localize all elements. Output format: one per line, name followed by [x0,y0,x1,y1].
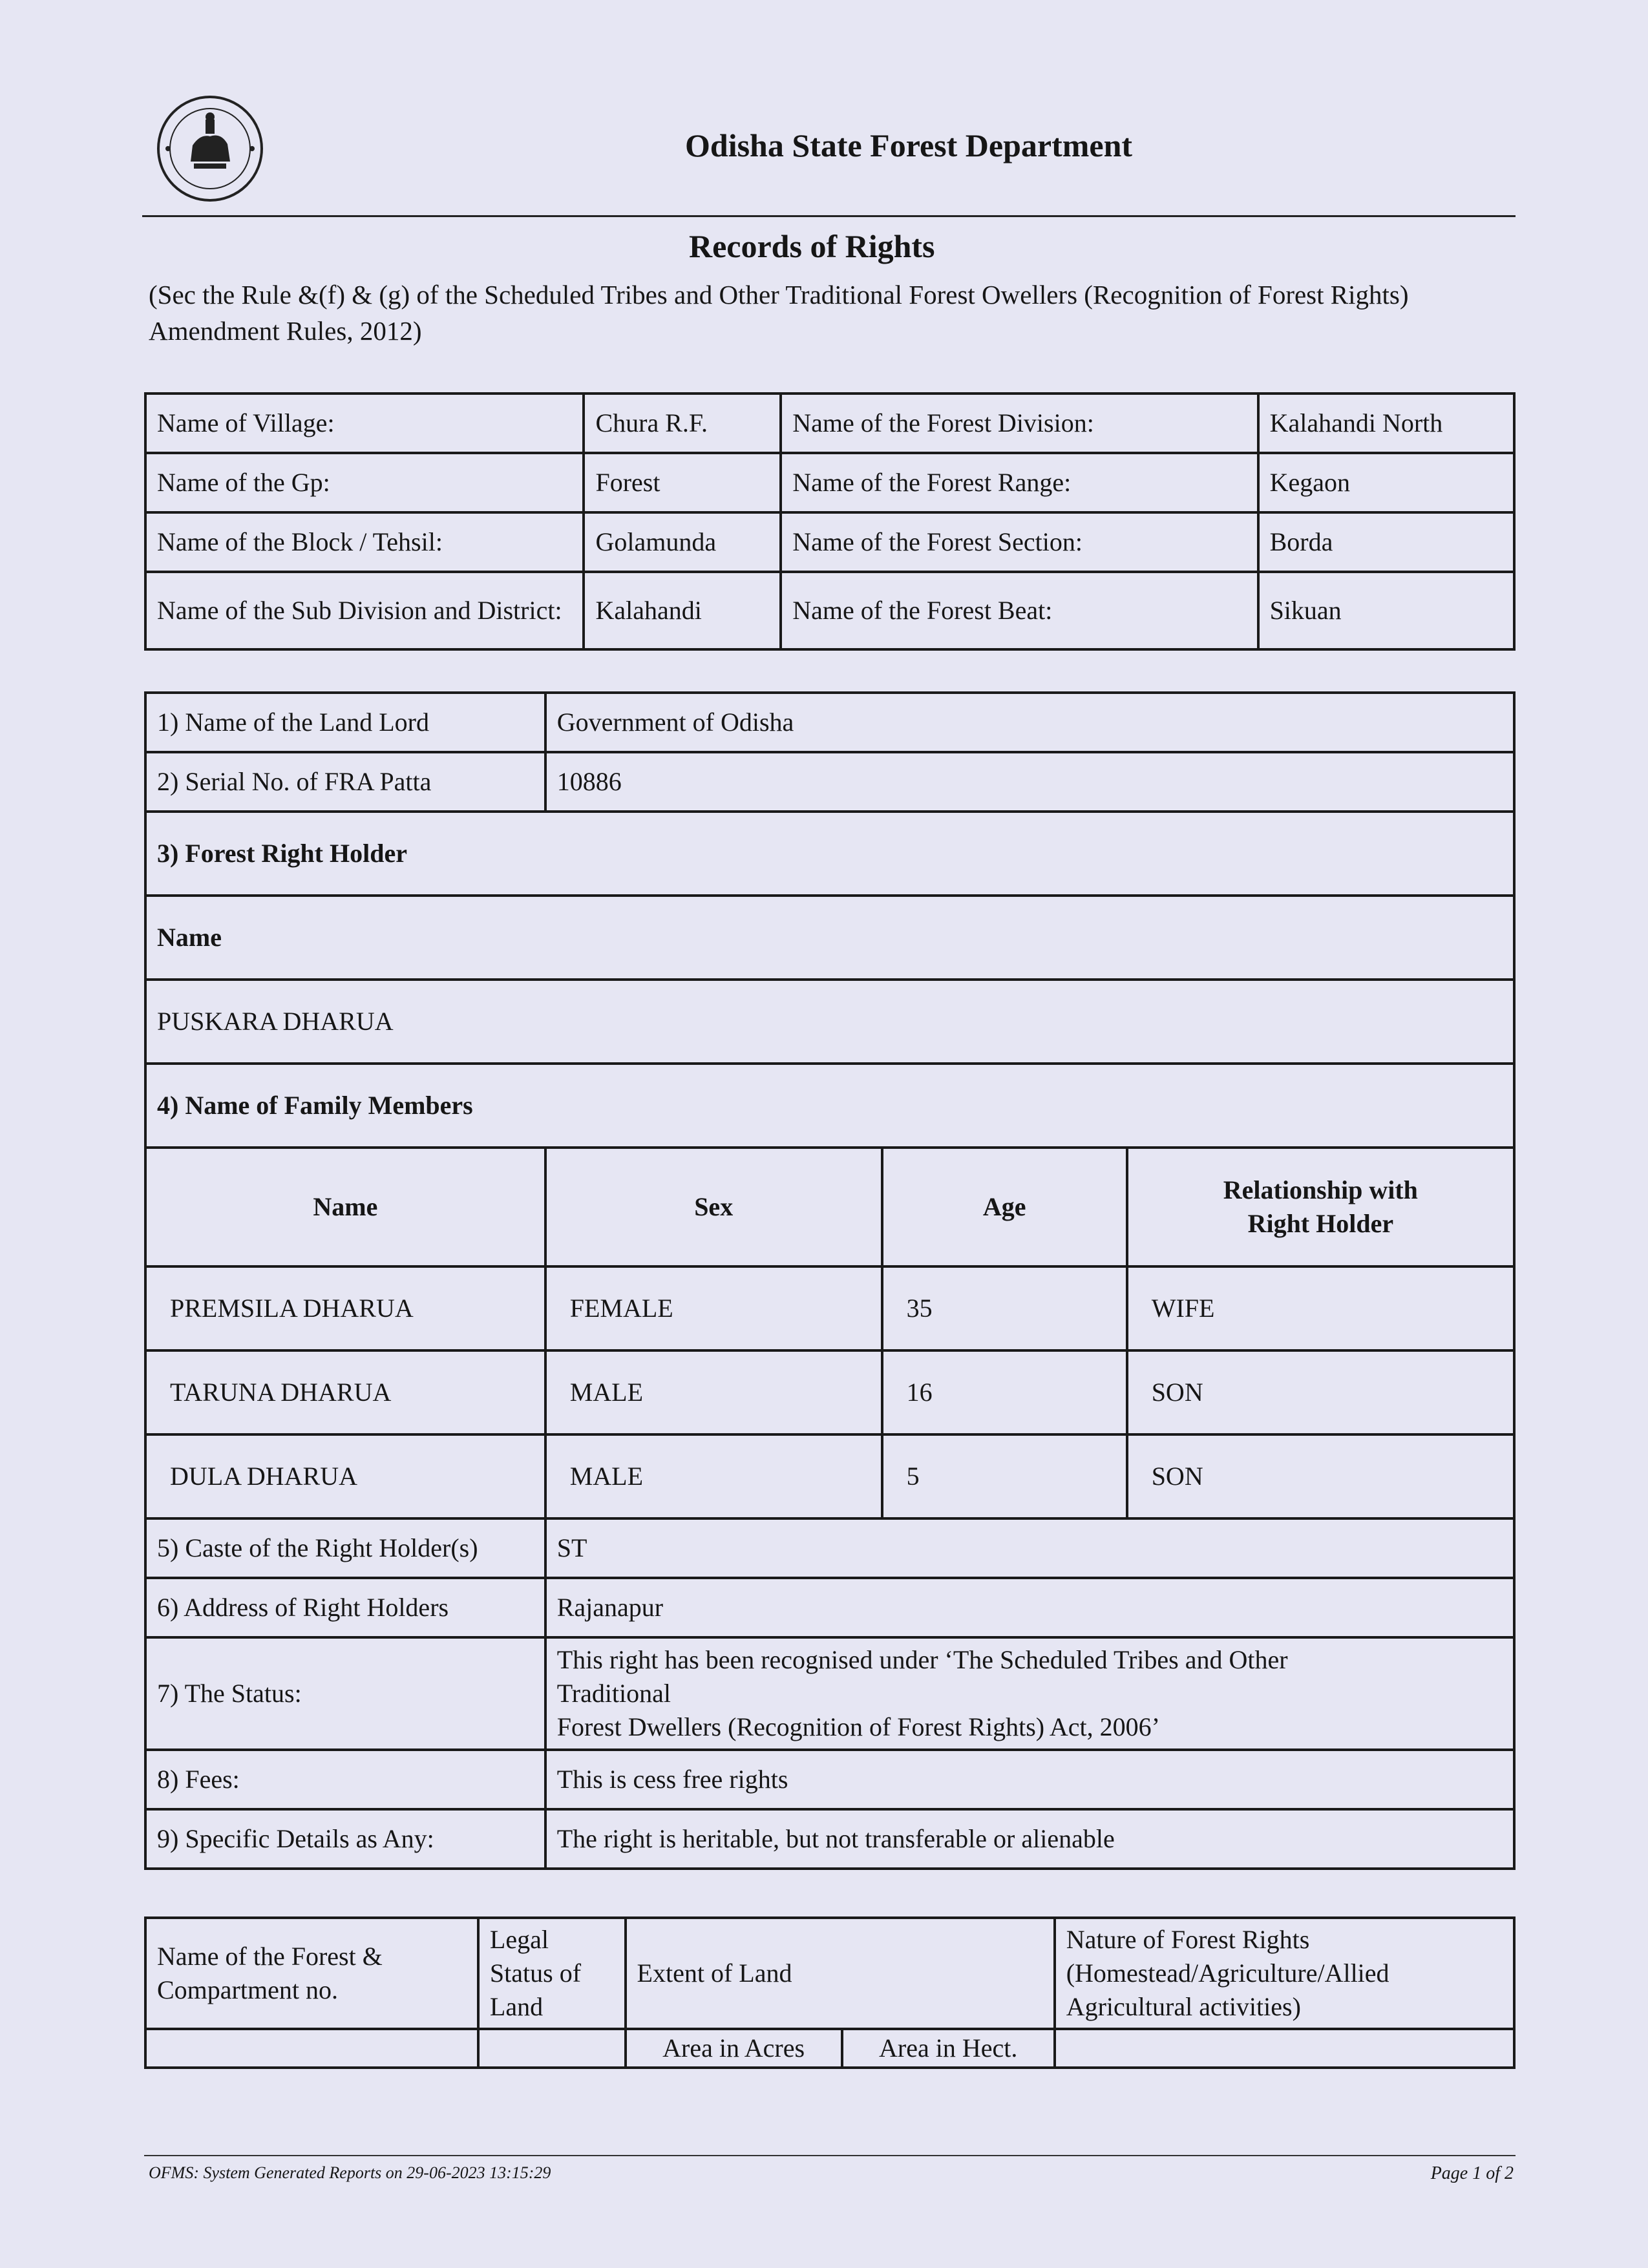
member-sex: MALE [545,1434,882,1518]
table-row [145,1350,1514,1434]
subdivision-value: Kalahandi [584,572,781,649]
land-lord-value: Government of Odisha [545,693,1514,752]
forest-beat-value: Sikuan [1258,572,1514,649]
block-value: Golamunda [584,512,781,572]
col-extent-of-land: Extent of Land [626,1918,1055,2029]
land-extent-table [144,1916,1516,2069]
family-col-sex: Sex [545,1148,882,1266]
member-age: 16 [882,1350,1127,1434]
col-area-hect: Area in Hect. [842,2029,1055,2068]
family-col-age: Age [882,1148,1127,1266]
status-line-2: Traditional [556,1679,671,1708]
generated-timestamp: OFMS: System Generated Reports on 29-06-2023 13:15:29 [149,2163,551,2182]
fees-value: This is cess free rights [545,1750,1514,1809]
member-relation: WIFE [1127,1266,1514,1350]
member-relation: SON [1127,1434,1514,1518]
status-label: 7) The Status: [145,1637,545,1750]
department-title: Odisha State Forest Department [685,127,1133,163]
gp-label: Name of the Gp: [145,453,584,512]
status-line-3: Forest Dwellers (Recognition of Forest Rights) Act, 2006’ [556,1712,1160,1741]
fees-label: 8) Fees: [145,1750,545,1809]
land-header-row [145,1918,1514,2029]
page-number: Page 1 of 2 [1430,2163,1514,2183]
address-row [145,1578,1514,1637]
family-col-relationship-text: Relationship with Right Holder [1223,1175,1418,1238]
empty-cell [478,2029,626,2068]
block-row [145,512,1514,572]
family-header-row [145,1148,1514,1266]
address-label: 6) Address of Right Holders [145,1578,545,1637]
header-divider [142,215,1516,217]
forest-beat-label: Name of the Forest Beat: [781,572,1258,649]
status-line-1: This right has been recognised under ‘The Scheduled Tribes and Other [556,1645,1288,1674]
land-subheader-row [145,2029,1514,2068]
serial-label: 2) Serial No. of FRA Patta [145,752,545,812]
member-name: DULA DHARUA [145,1434,545,1518]
caste-row [145,1518,1514,1578]
rights-details-table [144,691,1516,1870]
block-label: Name of the Block / Tehsil: [145,512,584,572]
forest-range-label: Name of the Forest Range: [781,453,1258,512]
caste-value: ST [545,1518,1514,1578]
serial-value: 10886 [545,752,1514,812]
empty-cell [1055,2029,1514,2068]
land-lord-row [145,693,1514,752]
land-lord-label: 1) Name of the Land Lord [145,693,545,752]
member-age: 5 [882,1434,1127,1518]
forest-division-value: Kalahandi North [1258,394,1514,453]
member-sex: FEMALE [545,1266,882,1350]
member-name: TARUNA DHARUA [145,1350,545,1434]
fees-row [145,1750,1514,1809]
status-value [545,1637,1514,1750]
caste-label: 5) Caste of the Right Holder(s) [145,1518,545,1578]
forest-range-value: Kegaon [1258,453,1514,512]
forest-right-holder-heading: 3) Forest Right Holder [145,812,1514,896]
serial-row [145,752,1514,812]
member-relation: SON [1127,1350,1514,1434]
village-label: Name of Village: [145,394,584,453]
footer-divider [144,2155,1516,2156]
specific-row [145,1809,1514,1869]
village-info-table [144,392,1516,651]
forest-division-label: Name of the Forest Division: [781,394,1258,453]
gp-row [145,453,1514,512]
family-members-heading: 4) Name of Family Members [145,1064,1514,1148]
family-heading-row [145,1064,1514,1148]
empty-cell [145,2029,478,2068]
holder-heading-row [145,812,1514,896]
col-legal-status: Legal Status of Land [478,1918,626,2029]
table-row [145,1434,1514,1518]
document-subtitle: (Sec the Rule &(f) & (g) of the Scheduled Tribes and Other Traditional Forest Owellers (Recognition of Forest Rights) Amendment Rules, 2012) [149,280,1409,346]
col-forest-compartment: Name of the Forest & Compartment no. [145,1918,478,2029]
forest-section-label: Name of the Forest Section: [781,512,1258,572]
family-col-relationship [1127,1148,1514,1266]
col-area-acres: Area in Acres [626,2029,842,2068]
holder-name-heading: Name [145,896,1514,980]
col-nature-of-rights: Nature of Forest Rights (Homestead/Agriculture/Allied Agricultural activities) [1055,1918,1514,2029]
member-age: 35 [882,1266,1127,1350]
village-row [145,394,1514,453]
odisha-emblem-icon [155,94,265,204]
holder-name-value: PUSKARA DHARUA [145,980,1514,1064]
address-value: Rajanapur [545,1578,1514,1637]
table-row [145,1266,1514,1350]
status-row [145,1637,1514,1750]
member-name: PREMSILA DHARUA [145,1266,545,1350]
holder-name-row [145,980,1514,1064]
document-title: Records of Rights [689,228,935,264]
member-sex: MALE [545,1350,882,1434]
forest-section-value: Borda [1258,512,1514,572]
specific-label: 9) Specific Details as Any: [145,1809,545,1869]
village-value: Chura R.F. [584,394,781,453]
subdivision-row [145,572,1514,649]
specific-value: The right is heritable, but not transferable or alienable [545,1809,1514,1869]
family-col-name: Name [145,1148,545,1266]
subdivision-label: Name of the Sub Division and District: [145,572,584,649]
gp-value: Forest [584,453,781,512]
holder-name-heading-row [145,896,1514,980]
